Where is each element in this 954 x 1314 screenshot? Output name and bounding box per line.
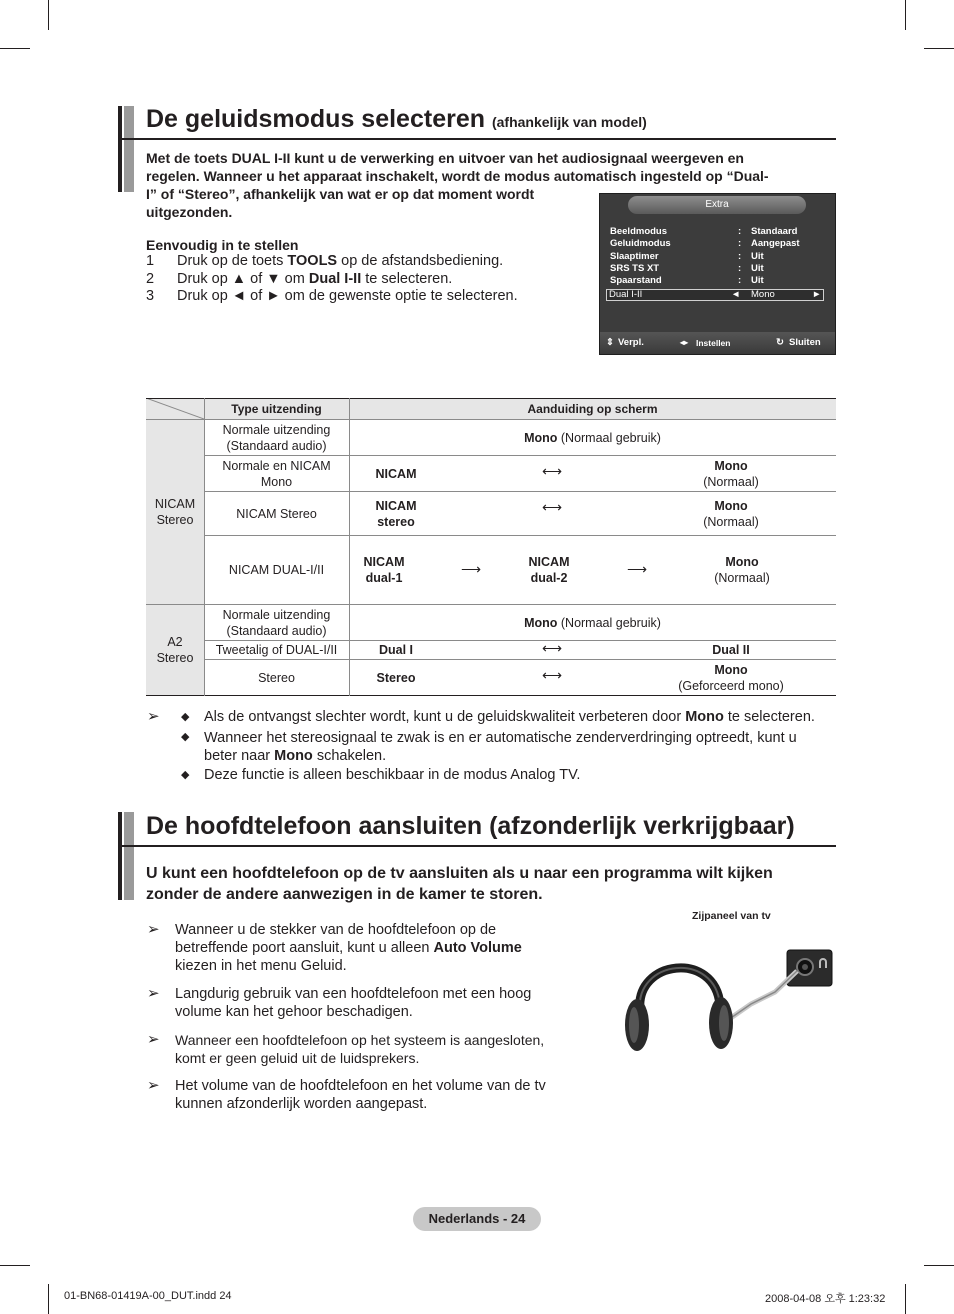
note-marker-icon: ➢	[147, 708, 160, 725]
display-text: (Normaal gebruik)	[557, 430, 661, 445]
osd-footer	[600, 332, 835, 354]
display-bold: Mono	[714, 498, 748, 513]
section-bar	[118, 106, 134, 192]
double-arrow-icon: ⟷	[542, 640, 563, 656]
double-arrow-icon: ⟷	[542, 667, 563, 683]
section-rule	[118, 845, 836, 847]
osd-close-label: Sluiten	[789, 337, 821, 348]
osd-sep: :	[738, 275, 742, 286]
crop-mark	[0, 48, 30, 49]
crop-mark	[905, 0, 906, 30]
osd-row	[608, 251, 826, 263]
leftright-icon: ◂▸	[680, 338, 689, 347]
note-text	[175, 921, 522, 975]
bullet-icon: ◆	[181, 711, 190, 723]
display-bold: Mono	[524, 430, 558, 445]
step-text: Druk op ◄ of ► om de gewenste optie te selecteren.	[177, 288, 518, 304]
display-b	[676, 492, 786, 535]
type-cell: NICAM DUAL-I/II	[228, 563, 325, 577]
step-keyword: TOOLS	[287, 253, 338, 269]
display-c	[687, 536, 797, 604]
crop-mark	[0, 1265, 30, 1266]
osd-label: Spaarstand	[610, 275, 662, 286]
intro-paragraph	[146, 863, 773, 905]
osd-label: SRS TS XT	[610, 263, 660, 274]
step-item	[146, 253, 518, 271]
note-marker-icon: ➢	[147, 921, 160, 938]
note-line: Wanneer het stereosignaal te zwak is en er automatische zenderverdringing optreedt, kunt u	[204, 730, 797, 746]
osd-sep: :	[738, 238, 742, 249]
display-text: (Normaal gebruik)	[557, 615, 661, 630]
osd-sep: :	[738, 251, 742, 262]
step-item	[146, 288, 518, 306]
double-arrow-icon: ⟷	[542, 463, 563, 479]
display-b	[676, 456, 786, 491]
file-slug: 01-BN68-01419A-00_DUT.indd 24	[64, 1290, 232, 1302]
display-text: (Normaal)	[703, 474, 759, 489]
type-cell: NICAM Stereo	[236, 506, 317, 521]
display-text: (Normaal)	[714, 571, 770, 585]
display-a: NICAM dual-1	[363, 555, 405, 585]
display-b	[666, 660, 796, 695]
note-bold: Auto Volume	[433, 940, 522, 956]
crop-mark	[48, 0, 49, 30]
step-item	[146, 271, 518, 289]
step-number: 1	[146, 253, 155, 269]
arrow-icon: ⟶	[461, 561, 482, 577]
type-cell: Normale uitzending (Standaard audio)	[222, 422, 331, 453]
step-text: Druk op ▲ of ▼ om	[177, 270, 309, 287]
crop-mark	[924, 1265, 954, 1266]
display-bold: Mono	[524, 615, 558, 630]
note-part: Als de ontvangst slechter wordt, kunt u de geluidskwaliteit verbeteren door	[204, 709, 686, 725]
display-b: Dual II	[712, 643, 750, 657]
note-line: kiezen in het menu Geluid.	[175, 958, 347, 974]
osd-left-arrow-icon[interactable]: ◄	[731, 289, 741, 300]
bullet-icon: ◆	[181, 731, 190, 743]
note-line: Wanneer een hoofdtelefoon op het systeem is aangesloten,	[175, 1032, 545, 1048]
type-cell: Normale uitzending (Standaard audio)	[222, 607, 331, 638]
note-part: te selecteren.	[723, 709, 815, 725]
osd-value: Uit	[751, 275, 764, 286]
intro-line: uitgezonden.	[146, 204, 233, 220]
osd-row	[608, 275, 826, 287]
note-line	[175, 939, 522, 957]
note-part: betreffende poort aansluit, kunt u alleen	[175, 940, 434, 956]
table-line	[146, 695, 836, 696]
display-cell	[349, 605, 836, 640]
step-number: 3	[146, 288, 155, 304]
osd-set-label: Instellen	[696, 338, 731, 348]
type-cell: Tweetalig of DUAL-I/II	[215, 643, 338, 657]
group-nicam-stereo: NICAM Stereo	[154, 497, 196, 527]
crop-mark	[48, 1284, 49, 1314]
intro-line: I” of “Stereo”, afhankelijk van wat er op dat moment wordt	[146, 186, 535, 202]
section-title: De hoofdtelefoon aansluiten (afzonderlijk verkrijgbaar)	[146, 812, 795, 840]
note-line: volume kan het gehoor beschadigen.	[175, 1004, 413, 1020]
note-text	[175, 985, 531, 1021]
arrow-icon: ⟶	[627, 561, 648, 577]
osd-right-arrow-icon[interactable]: ►	[812, 289, 822, 300]
note-line: Langdurig gebruik van een hoofdtelefoon met een hoog	[175, 986, 532, 1002]
intro-line: U kunt een hoofdtelefoon op de tv aansluiten als u naar een programma wilt kijken	[146, 865, 773, 882]
steps-list	[146, 253, 518, 306]
osd-row	[608, 226, 826, 238]
step-text: te selecteren.	[361, 270, 453, 287]
crop-mark	[905, 1284, 906, 1314]
osd-sep: :	[738, 263, 742, 274]
note-text	[175, 1031, 544, 1067]
note-marker-icon: ➢	[147, 1077, 160, 1094]
display-cell	[349, 420, 836, 455]
note-text: Deze functie is alleen beschikbaar in de modus Analog TV.	[204, 767, 581, 783]
section-title	[146, 105, 647, 134]
step-text: Druk op de toets	[177, 253, 288, 269]
intro-line: zonder de andere aanwezigen in de kamer te storen.	[146, 886, 543, 903]
osd-value: Aangepast	[751, 238, 800, 249]
header-display: Aanduiding op scherm	[527, 402, 658, 416]
header-type: Type uitzending	[231, 402, 322, 416]
return-icon: ↻	[776, 337, 784, 348]
display-b: NICAM dual-2	[528, 555, 570, 585]
osd-label: Dual I-II	[609, 289, 643, 300]
updown-icon: ⇕	[606, 337, 614, 348]
note-marker-icon: ➢	[147, 1031, 160, 1048]
osd-title: Extra	[628, 196, 806, 214]
broadcast-table	[146, 398, 836, 696]
title-text: De geluidsmodus selecteren	[146, 105, 486, 133]
display-bold: Mono	[714, 458, 748, 473]
osd-move-label: Verpl.	[618, 337, 644, 348]
note-marker-icon: ➢	[147, 985, 160, 1002]
osd-row	[608, 238, 826, 250]
display-a: NICAM stereo	[375, 498, 417, 529]
osd-row	[608, 263, 826, 275]
crop-mark	[924, 48, 954, 49]
display-bold: Mono	[725, 555, 759, 569]
note-text	[175, 1077, 546, 1113]
easy-setup-title: Eenvoudig in te stellen	[146, 237, 299, 253]
osd-value: Mono	[751, 289, 775, 300]
date-slug: 2008-04-08 오후 1:23:32	[765, 1293, 886, 1305]
note-bold: Mono	[685, 709, 724, 725]
type-cell: Normale en NICAM Mono	[222, 458, 331, 489]
title-subtitle: (afhankelijk van model)	[491, 114, 647, 130]
osd-value: Standaard	[751, 226, 798, 237]
headphone-illustration	[615, 940, 840, 1055]
section-rule	[118, 138, 836, 140]
step-number: 2	[146, 270, 155, 287]
group-a2-stereo: A2 Stereo	[156, 635, 194, 665]
display-bold: Mono	[714, 662, 748, 677]
osd-value: Uit	[751, 251, 764, 262]
display-a: Dual I	[378, 643, 414, 657]
corner-diagonal	[146, 398, 204, 419]
display-text: (Geforceerd mono)	[678, 678, 784, 693]
type-cell: Stereo	[258, 670, 295, 685]
display-a: NICAM	[375, 466, 417, 481]
step-text: op de afstandsbediening.	[337, 253, 504, 269]
osd-menu-screenshot	[599, 193, 836, 355]
double-arrow-icon: ⟷	[542, 499, 563, 515]
note-bold: Mono	[274, 748, 313, 764]
section-bar	[118, 812, 134, 900]
osd-value: Uit	[751, 263, 764, 274]
note-text	[204, 729, 797, 765]
note-line: Het volume van de hoofdtelefoon en het volume van de tv	[175, 1078, 546, 1094]
note-line	[204, 747, 797, 765]
osd-label: Beeldmodus	[610, 226, 668, 237]
osd-sep: :	[738, 226, 742, 237]
intro-line: regelen. Wanneer u het apparaat inschakelt, wordt de modus automatisch ingesteld op “Dual-	[146, 168, 769, 184]
note-line: komt er geen geluid uit de luidsprekers.	[175, 1050, 420, 1066]
note-text	[204, 708, 815, 726]
step-keyword: Dual I-II	[308, 270, 362, 287]
bullet-icon: ◆	[181, 769, 190, 781]
osd-row-selected[interactable]	[606, 289, 824, 301]
note-part: beter naar	[204, 748, 275, 764]
osd-label: Slaaptimer	[610, 251, 659, 262]
note-line: Wanneer u de stekker van de hoofdtelefoon op de	[175, 922, 497, 938]
note-part: schakelen.	[312, 748, 387, 764]
display-text: (Normaal)	[703, 514, 759, 529]
osd-label: Geluidmodus	[610, 238, 671, 249]
page-number-badge: Nederlands - 24	[413, 1207, 541, 1231]
note-line: kunnen afzonderlijk worden aangepast.	[175, 1096, 428, 1112]
side-panel-label: Zijpaneel van tv	[692, 910, 771, 922]
display-a: Stereo	[376, 670, 416, 685]
intro-line: Met de toets DUAL I-II kunt u de verwerking en uitvoer van het audiosignaal weergeven en	[146, 150, 744, 166]
